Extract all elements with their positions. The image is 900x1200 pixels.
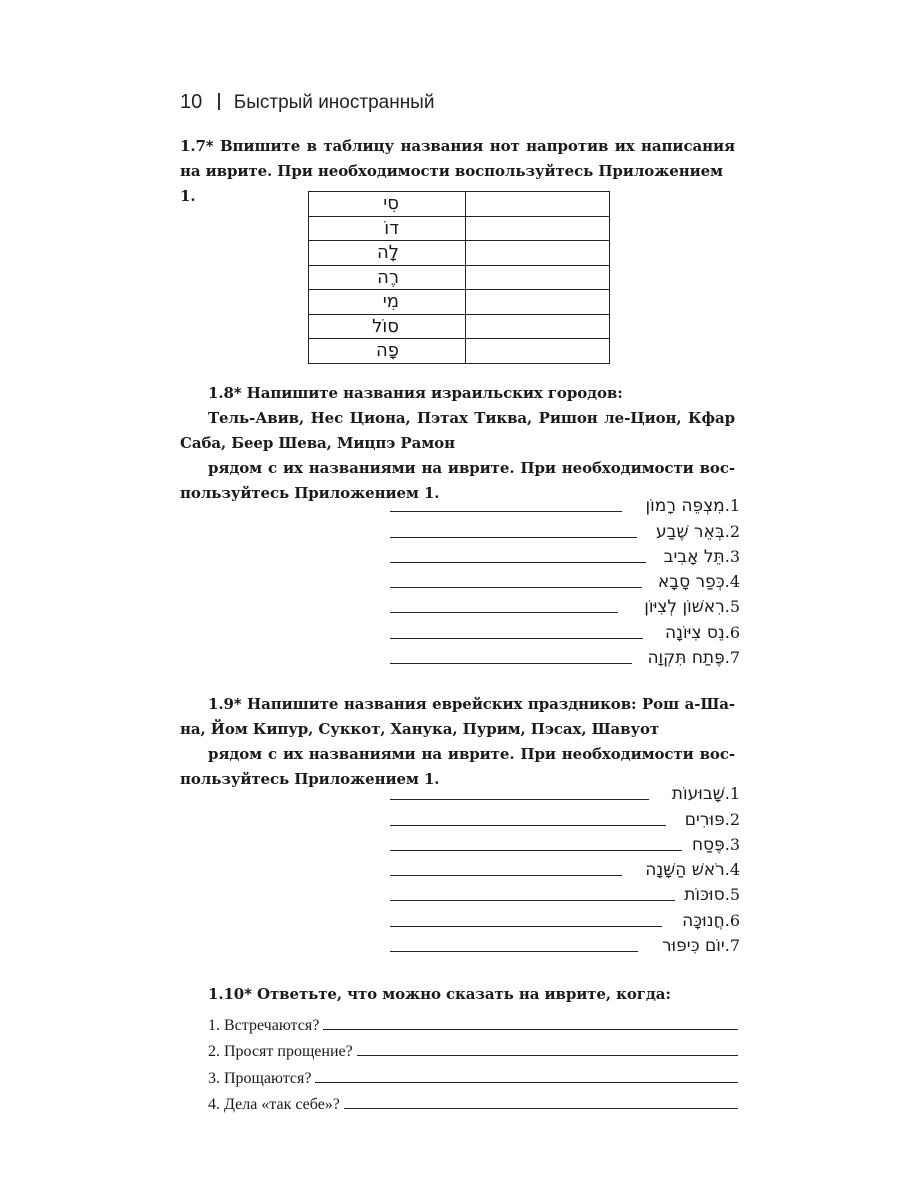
item-number: 2. <box>724 809 740 829</box>
list-item <box>390 882 740 907</box>
task-text: рядом с их названиями на иврите. При необходимости вос- <box>208 745 735 763</box>
task-number: 1.7 <box>180 137 206 155</box>
hebrew-word <box>658 572 740 592</box>
answer-cell[interactable] <box>466 290 610 315</box>
item-number: 7. <box>724 648 740 668</box>
hebrew-city: נֵס צִיּוֹנָה <box>665 622 725 643</box>
task-1-10-heading <box>180 982 735 1007</box>
item-number: 1. <box>724 784 740 804</box>
hebrew-holiday: פּוּרִים <box>684 809 725 830</box>
question-text: 3. Прощаются? <box>208 1069 312 1087</box>
answer-line[interactable] <box>390 850 682 851</box>
hebrew-holiday: פֶּסַח <box>691 834 725 855</box>
hebrew-city: תֵּל אָבִיב <box>663 546 725 567</box>
task-text: на, Йом Кипур, Суккот, Ханука, Пурим, Пэсах, Шавуот <box>180 720 660 738</box>
item-number: 4. <box>724 572 740 592</box>
header-separator <box>218 93 220 110</box>
item-number: 7. <box>724 936 740 956</box>
table-row <box>309 290 610 315</box>
hebrew-note: מִי <box>309 290 466 315</box>
answer-cell[interactable] <box>466 241 610 266</box>
list-item <box>390 933 740 958</box>
answer-line[interactable] <box>390 951 638 952</box>
list-item <box>390 544 740 569</box>
notes-table <box>308 191 610 364</box>
star-mark: * <box>244 985 252 1003</box>
list-item <box>208 1061 738 1088</box>
hebrew-word <box>644 597 740 617</box>
item-number: 6. <box>724 622 740 642</box>
answer-line[interactable] <box>390 537 637 538</box>
task-text: пользуйтесь Приложением 1. <box>180 770 440 788</box>
hebrew-holiday: שָׁבוּעוֹת <box>671 784 725 805</box>
list-item <box>208 1035 738 1062</box>
list-item <box>390 619 740 644</box>
hebrew-note: פָה <box>309 339 466 364</box>
holidays-answer-list <box>390 781 740 958</box>
hebrew-word <box>647 648 740 668</box>
hebrew-city: מִצְפֵּה רָמוֹן <box>645 496 725 517</box>
answer-line[interactable] <box>390 825 666 826</box>
table-row <box>309 314 610 339</box>
table-row <box>309 192 610 217</box>
hebrew-holiday: סוּכּוֹת <box>684 885 725 906</box>
task-text: Напишите названия израильских городов: <box>241 384 623 402</box>
hebrew-city: רִאשׁוֹן לְצִיּוֹן <box>644 597 725 618</box>
hebrew-word <box>692 835 740 855</box>
item-number: 1. <box>724 496 740 516</box>
answer-line[interactable] <box>390 663 632 664</box>
page-number: 10 <box>180 91 203 113</box>
list-item <box>390 806 740 831</box>
hebrew-holiday: חֲנוּכָּה <box>682 910 725 931</box>
item-number: 5. <box>724 597 740 617</box>
answer-line[interactable] <box>323 1029 738 1030</box>
answer-line[interactable] <box>390 926 662 927</box>
hebrew-holiday: רֹאשׁ הַשָּׁנָה <box>645 860 725 881</box>
hebrew-city: בְּאֵר שֶׁבַע <box>656 521 725 542</box>
answer-line[interactable] <box>390 900 675 901</box>
question-text: 4. Дела «так себе»? <box>208 1096 340 1114</box>
task-text: Ответьте, что можно сказать на иврите, когда: <box>251 985 671 1003</box>
answer-line[interactable] <box>357 1055 738 1056</box>
list-item <box>208 1008 738 1035</box>
hebrew-word <box>662 936 740 956</box>
hebrew-note: לָה <box>309 241 466 266</box>
answer-cell[interactable] <box>466 314 610 339</box>
list-item <box>390 569 740 594</box>
cities-answer-list <box>390 493 740 670</box>
answer-line[interactable] <box>390 612 618 613</box>
list-item <box>390 518 740 543</box>
answer-cell[interactable] <box>466 216 610 241</box>
task-number: 1.10 <box>208 985 245 1003</box>
table-row <box>309 339 610 364</box>
hebrew-word <box>665 623 740 643</box>
table-row <box>309 265 610 290</box>
hebrew-word <box>664 547 740 567</box>
hebrew-word <box>682 911 740 931</box>
city-list: Саба, Беер Шева, Мицпэ Рамон <box>180 434 455 452</box>
list-item <box>390 832 740 857</box>
item-number: 6. <box>724 910 740 930</box>
answer-cell[interactable] <box>466 339 610 364</box>
answer-line[interactable] <box>390 799 649 800</box>
task-text: Впишите в таблицу названия нот напротив их написания <box>213 137 735 155</box>
item-number: 3. <box>724 546 740 566</box>
answer-line[interactable] <box>315 1082 738 1083</box>
hebrew-city: פֶּתַח תִּקְוָה <box>647 648 725 669</box>
list-item <box>390 645 740 670</box>
questions-list <box>208 1008 738 1114</box>
item-number: 2. <box>724 521 740 541</box>
answer-line[interactable] <box>390 875 622 876</box>
answer-cell[interactable] <box>466 265 610 290</box>
task-1-8-heading <box>180 381 735 506</box>
answer-line[interactable] <box>390 638 643 639</box>
hebrew-word <box>685 810 740 830</box>
answer-line[interactable] <box>390 587 642 588</box>
list-item <box>390 493 740 518</box>
hebrew-word <box>684 885 740 905</box>
hebrew-note: רֶה <box>309 265 466 290</box>
hebrew-word <box>646 496 740 516</box>
task-text: пользуйтесь Приложением 1. <box>180 484 440 502</box>
list-item <box>390 857 740 882</box>
answer-cell[interactable] <box>466 192 610 217</box>
hebrew-word <box>672 784 740 804</box>
star-mark: * <box>233 384 242 402</box>
list-item <box>390 594 740 619</box>
question-text: 1. Встречаются? <box>208 1016 320 1034</box>
task-1-9-heading <box>180 692 735 792</box>
question-text: 2. Просят прощение? <box>208 1043 353 1061</box>
item-number: 3. <box>724 834 740 854</box>
answer-line[interactable] <box>344 1108 738 1109</box>
table-row <box>309 241 610 266</box>
city-list: Тель-Авив, Нес Циона, Пэтах Тиква, Ришон ле-Цион, Кфар <box>208 409 735 427</box>
task-text: Напишите названия еврейских праздников: Рош а-Ша- <box>241 695 735 713</box>
hebrew-note: סוֹל <box>309 314 466 339</box>
item-number: 4. <box>724 860 740 880</box>
hebrew-city: כְּפַר סָבָא <box>657 572 725 593</box>
hebrew-word <box>656 522 740 542</box>
hebrew-holiday: יוֹם כִּיפּוּר <box>661 936 725 957</box>
list-item <box>390 781 740 806</box>
answer-line[interactable] <box>390 562 646 563</box>
list-item <box>390 907 740 932</box>
task-text: рядом с их названиями на иврите. При необходимости вос- <box>208 459 735 477</box>
table-row <box>309 216 610 241</box>
list-item <box>208 1088 738 1115</box>
star-mark: * <box>233 695 242 713</box>
task-number: 1.9 <box>208 695 234 713</box>
hebrew-word <box>645 860 740 880</box>
task-number: 1.8 <box>208 384 234 402</box>
star-mark: * <box>205 137 214 155</box>
hebrew-note: דוֹ <box>309 216 466 241</box>
book-title: Быстрый иностранный <box>233 92 435 113</box>
answer-line[interactable] <box>390 511 622 512</box>
task-text: на иврите. При необходимости воспользуйтесь Приложением 1. <box>180 162 723 205</box>
hebrew-note: סִי <box>309 192 466 217</box>
running-header <box>180 91 434 114</box>
item-number: 5. <box>724 885 740 905</box>
